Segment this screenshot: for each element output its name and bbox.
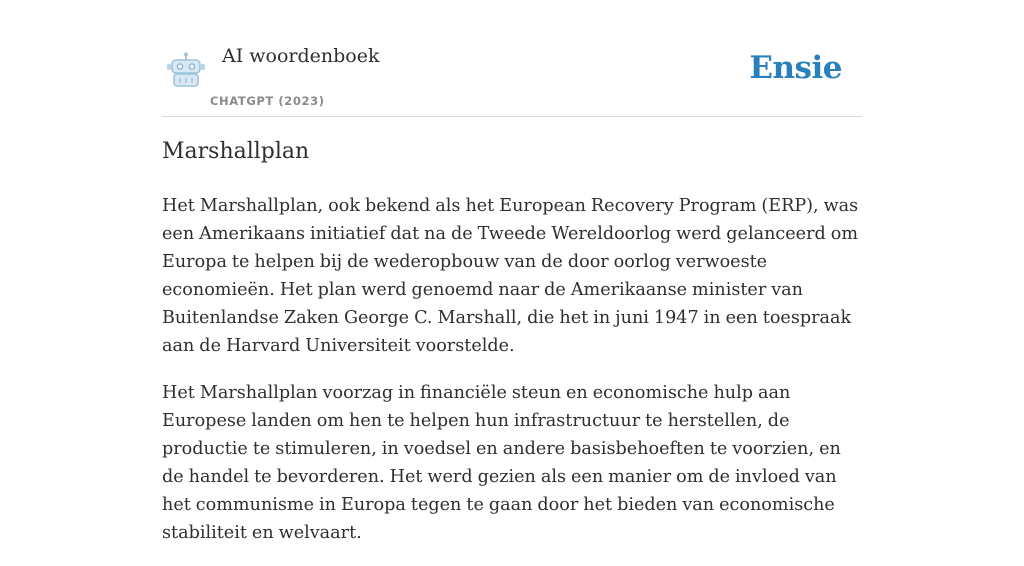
source-label: CHATGPT (2023) [210, 94, 325, 108]
dictionary-title: AI woordenboek [222, 45, 380, 67]
header [162, 0, 862, 117]
term-title: Marshallplan [162, 139, 310, 164]
page [162, 0, 862, 543]
entry-body [162, 192, 862, 566]
robot-icon [166, 52, 206, 88]
entry-paragraph: Het Marshallplan voorzag in financiële steun en economische hulp aan Europese landen om hen te helpen hun infrastructuur te herstellen, de productie te stimuleren, in voedsel en andere basisbehoeften te voorzien, en de handel te bevorderen. Het werd gezien als een manier om de invloed van het communisme in Europa tegen te gaan door het bieden van economische stabiliteit en welvaart. [162, 383, 841, 543]
ensie-logo[interactable]: Ensie [749, 50, 842, 86]
entry-paragraph: Het Marshallplan, ook bekend als het European Recovery Program (ERP), was een Amerikaans initiatief dat na de Tweede Wereldoorlog werd gelanceerd om Europa te helpen bij de wederopbouw van de door oorlog verwoeste economieën. Het plan werd genoemd naar de Amerikaanse minister van Buitenlandse Zaken George C. Marshall, die het in juni 1947 in een toespraak aan de Harvard Universiteit voorstelde. [162, 196, 859, 356]
